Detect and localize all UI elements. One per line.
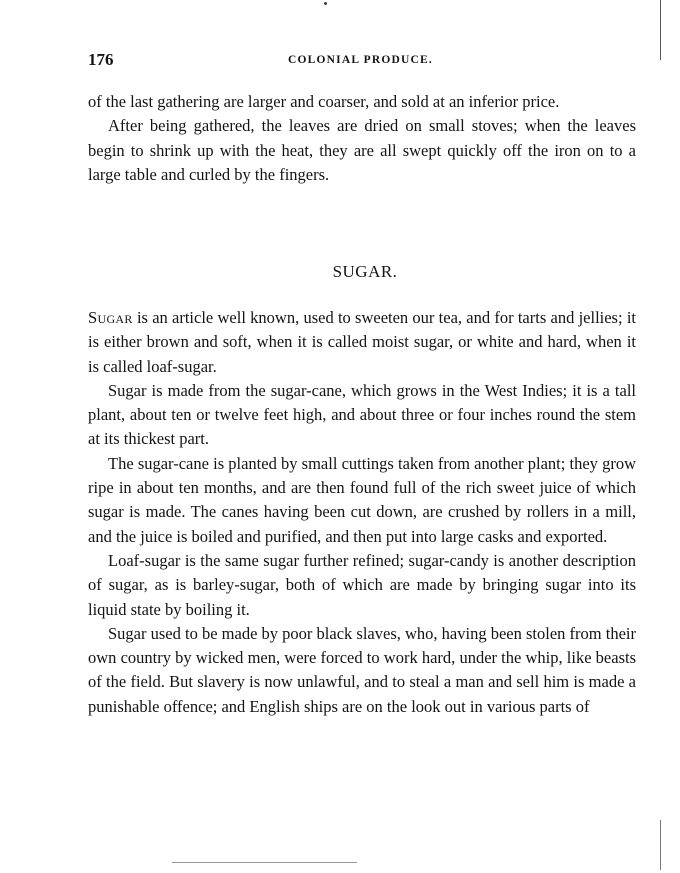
scan-speck — [324, 2, 327, 5]
page-number: 176 — [88, 50, 114, 69]
paragraph-slavery: Sugar used to be made by poor black slaves, who, having been stolen from their own country by wicked men, were forced to work hard, under the whip, like beasts of the field. But slavery is now unlawful, and to steal a man and sell him is made a punishable offence; and English ships are on the look out in various parts of — [88, 623, 636, 716]
sugar-section-body — [88, 306, 636, 719]
paragraph-continued: of the last gathering are larger and coarser, and sold at an inferior price. — [88, 92, 560, 111]
bottom-rule — [172, 862, 357, 863]
paragraph-loaf-sugar: Loaf-sugar is the same sugar further refined; sugar-candy is another description of sugar, as is barley-sugar, both of which are made by bringing sugar into its liquid state by boiling it. — [88, 550, 636, 619]
paragraph-planting: The sugar-cane is planted by small cuttings taken from another plant; they grow ripe in about ten months, and are then found full of the rich sweet juice of which sugar is made. The canes having been cut down, are crushed by rollers in a mill, and the juice is boiled and purified, and then put into large casks and exported. — [88, 453, 636, 546]
continued-text — [88, 90, 636, 187]
lead-word: Sugar — [88, 308, 133, 327]
section-title: SUGAR. — [332, 262, 398, 281]
page-edge-line-bottom — [660, 820, 661, 870]
paragraph-tea-drying: After being gathered, the leaves are dried on small stoves; when the leaves begin to shrink up with the heat, they are all swept quickly off the iron on to a large table and curled by the fingers. — [88, 116, 636, 184]
paragraph-sugar-cane: Sugar is made from the sugar-cane, which grows in the West Indies; it is a tall plant, about ten or twelve feet high, and about three or four inches round the stem at its thickest part. — [88, 380, 636, 449]
paragraph-sugar-intro — [88, 306, 636, 379]
page-edge-line-top — [660, 0, 661, 60]
running-head: COLONIAL PRODUCE. — [288, 54, 433, 66]
page-header — [88, 50, 636, 72]
paragraph-sugar-intro-text: is an article well known, used to sweeten our tea, and for tarts and jellies; it is either brown and soft, when it is called moist sugar, or white and hard, when it is called loaf-sugar. — [88, 308, 636, 376]
